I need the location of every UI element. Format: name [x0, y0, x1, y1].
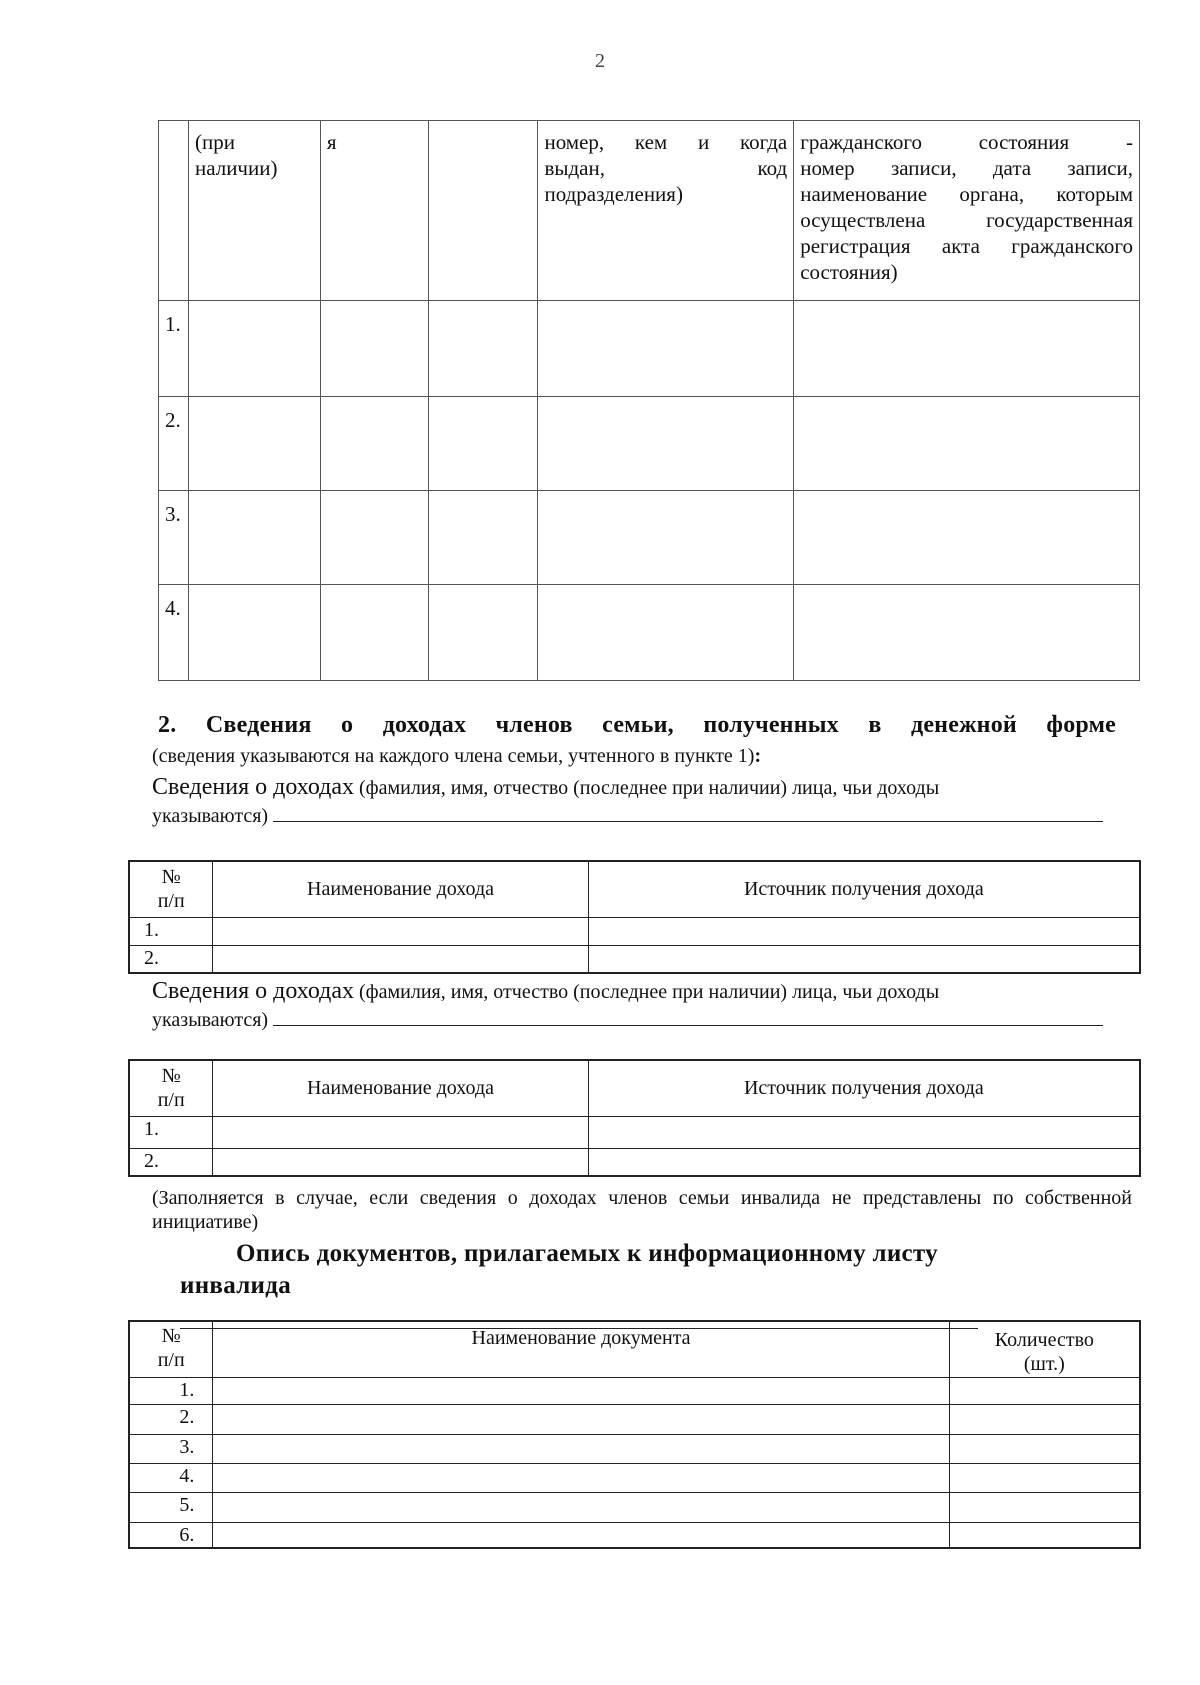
page-number: 2 [595, 50, 605, 72]
table-row [129, 1522, 1140, 1548]
header-cell-civil-status: гражданского состояния - номер записи, дата записи, наименование органа, которым осуществлена государственная регистрация акта гражданского состояния) [794, 121, 1140, 301]
table-row [129, 1148, 1140, 1176]
table-cell[interactable] [428, 491, 538, 585]
header-number: № п/п [129, 1321, 213, 1377]
table-cell[interactable] [538, 301, 794, 397]
table-cell[interactable] [794, 397, 1140, 491]
table-cell[interactable] [428, 301, 538, 397]
table-cell[interactable] [538, 491, 794, 585]
note-text: (Заполняется в случае, если сведения о доходах членов семьи инвалида не представлены по собственной инициативе) [152, 1187, 1132, 1233]
row-number: 2. [129, 1148, 213, 1176]
table-cell[interactable] [949, 1492, 1140, 1522]
table-row [129, 945, 1140, 973]
header-number: № п/п [129, 1060, 213, 1116]
header-income-source: Источник получения дохода [588, 1060, 1140, 1116]
table-cell[interactable] [213, 1377, 949, 1404]
table-cell[interactable] [949, 1434, 1140, 1463]
row-number: 1. [129, 1377, 213, 1404]
income-table [128, 1059, 1141, 1177]
income-person-label: Сведения о доходах (фамилия, имя, отчество (последнее при наличии) лица, чьи доходы указываются) [152, 774, 1132, 829]
row-number: 1. [159, 301, 189, 397]
row-number: 2. [129, 945, 213, 973]
header-cell: (при наличии) [194, 130, 278, 180]
table-row [129, 1377, 1140, 1404]
documents-title: Опись документов, прилагаемых к информационному листу инвалида [180, 1238, 1080, 1338]
table-row [159, 397, 1140, 491]
table-row [129, 1116, 1140, 1148]
row-number: 3. [159, 491, 189, 585]
table-cell[interactable] [213, 1404, 949, 1434]
table-cell[interactable] [213, 1522, 949, 1548]
table-cell[interactable] [949, 1404, 1140, 1434]
header-number: № п/п [129, 861, 213, 917]
row-number: 1. [129, 917, 213, 945]
table-header-row [129, 861, 1140, 917]
table-cell[interactable] [188, 301, 320, 397]
row-number: 3. [129, 1434, 213, 1463]
table-row [129, 1463, 1140, 1492]
row-number: 2. [129, 1404, 213, 1434]
table-cell[interactable] [188, 491, 320, 585]
row-number: 2. [159, 397, 189, 491]
table-cell[interactable] [794, 585, 1140, 681]
table-cell[interactable] [213, 1434, 949, 1463]
table-cell[interactable] [188, 585, 320, 681]
table-cell[interactable] [320, 491, 428, 585]
header-income-name: Наименование дохода [213, 861, 588, 917]
table-cell[interactable] [213, 1148, 588, 1176]
family-members-table [158, 120, 1140, 681]
table-cell[interactable] [794, 491, 1140, 585]
header-cell-document: номер, кем и когда выдан, код подразделения) [538, 121, 794, 301]
table-row [129, 1434, 1140, 1463]
header-income-source: Источник получения дохода [588, 861, 1140, 917]
table-cell[interactable] [188, 397, 320, 491]
table-row [159, 491, 1140, 585]
table-cell[interactable] [428, 397, 538, 491]
table-cell[interactable] [320, 397, 428, 491]
person-name-field[interactable] [273, 1005, 1103, 1026]
table-cell[interactable] [538, 397, 794, 491]
table-cell[interactable] [588, 917, 1140, 945]
table-cell[interactable] [949, 1377, 1140, 1404]
table-row [129, 917, 1140, 945]
table-row [159, 585, 1140, 681]
table-cell[interactable] [588, 945, 1140, 973]
table-cell[interactable] [320, 585, 428, 681]
person-name-field[interactable] [273, 801, 1103, 822]
documents-table [128, 1320, 1141, 1549]
header-cell: я [326, 130, 337, 154]
header-income-name: Наименование дохода [213, 1060, 588, 1116]
income-person-label: Сведения о доходах (фамилия, имя, отчество (последнее при наличии) лица, чьи доходы указываются) [152, 978, 1132, 1033]
table-header-row [129, 1321, 1140, 1377]
table-cell[interactable] [213, 1492, 949, 1522]
table-row [159, 301, 1140, 397]
table-row [129, 1492, 1140, 1522]
row-number: 5. [129, 1492, 213, 1522]
table-cell[interactable] [320, 301, 428, 397]
table-cell[interactable] [949, 1463, 1140, 1492]
header-quantity: Количество (шт.) [949, 1321, 1140, 1377]
table-cell[interactable] [588, 1116, 1140, 1148]
table-cell[interactable] [428, 585, 538, 681]
section-title: 2. Сведения о доходах членов семьи, полученных в денежной форме [158, 712, 1116, 738]
table-cell[interactable] [794, 301, 1140, 397]
table-cell[interactable] [538, 585, 794, 681]
row-number: 1. [129, 1116, 213, 1148]
table-cell[interactable] [588, 1148, 1140, 1176]
section-subtitle: (сведения указываются на каждого члена семьи, учтенного в пункте 1): [152, 745, 762, 767]
table-cell[interactable] [213, 1116, 588, 1148]
table-cell[interactable] [213, 1463, 949, 1492]
row-number: 6. [129, 1522, 213, 1548]
table-cell[interactable] [213, 945, 588, 973]
income-table [128, 860, 1141, 974]
table-cell[interactable] [213, 917, 588, 945]
header-document-name: Наименование документа [213, 1321, 949, 1377]
row-number: 4. [129, 1463, 213, 1492]
table-header-row [159, 121, 1140, 301]
row-number: 4. [159, 585, 189, 681]
table-row [129, 1404, 1140, 1434]
table-header-row [129, 1060, 1140, 1116]
table-cell[interactable] [949, 1522, 1140, 1548]
